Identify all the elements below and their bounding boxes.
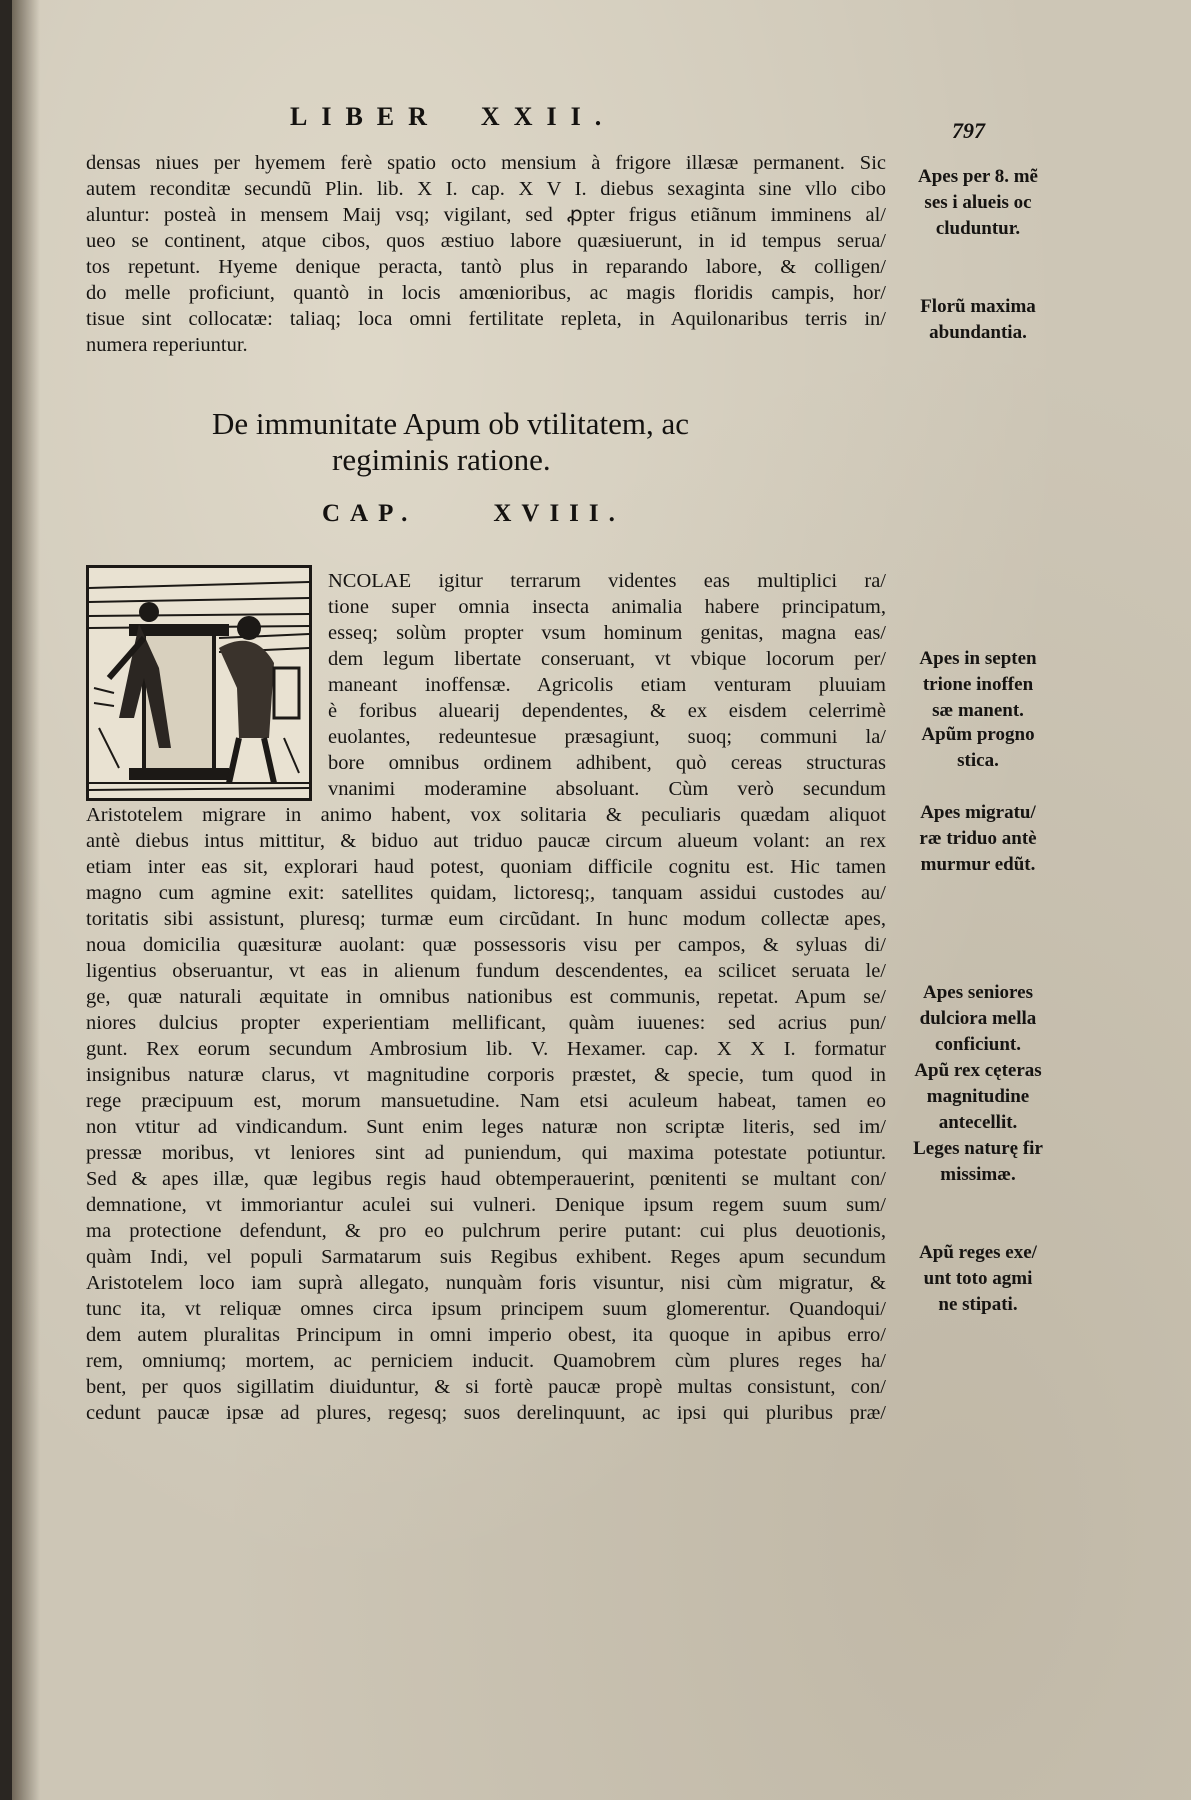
text-line: Aristotelem loco iam suprà allegato, nunquàm foris visuntur, nisi cùm migratur, &: [86, 1272, 886, 1294]
text-line: cedunt paucæ ipsæ ad plures, regesq; suos derelinquunt, ac ipsi qui pluribus præ/: [86, 1402, 886, 1424]
marginal-note-line: abundantia.: [929, 322, 1027, 343]
running-head-number: XXII.: [480, 102, 616, 131]
text-line: noua domicilia quæsituræ auolant: quæ possessoris visu per campos, & syluas di/: [86, 934, 886, 956]
text-line: euolantes, redeuntesue præsagiunt, suoq; communi la/: [328, 726, 886, 748]
marginal-note-line: Apũm progno: [921, 724, 1035, 745]
text-line: è foribus aluearij dependentes, & ex eisdem celerrimè: [328, 700, 886, 722]
chapter-number: [322, 500, 625, 528]
page-number: 797: [952, 118, 985, 143]
text-line: ueo se continent, atque cibos, quos æstiuo labore quæsiuerunt, in id tempus serua/: [86, 230, 886, 252]
marginal-note: [898, 800, 1058, 878]
text-line: ligentius obseruantur, vt eas in alienum fundum descendentes, ea scilicet seruata le/: [86, 960, 886, 982]
text-line: tos repetunt. Hyeme denique peracta, tantò plus in reparando labore, & colligen/: [86, 256, 886, 278]
chapter-title: De immunitate Apum ob vtilitatem, ac: [212, 406, 689, 441]
marginal-note-line: Apes migratu/: [920, 802, 1036, 823]
text-line: do melle proficiunt, quantò in locis amœnioribus, ac magis floridis campis, hor/: [86, 282, 886, 304]
marginal-note: [898, 164, 1058, 242]
text-line: tione super omnia insecta animalia habere principatum,: [328, 596, 886, 618]
text-line: quàm Indi, vel populi Sarmatarum suis Regibus exhibent. Reges apum secundum: [86, 1246, 886, 1268]
text-line: tunc ita, vt reliquæ omnes circa ipsum principem suum glomerentur. Quandoqui/: [86, 1298, 886, 1320]
text-line: non vtitur ad vindicandum. Sunt enim leges naturæ non scriptæ literis, sed im/: [86, 1116, 886, 1138]
marginal-note-line: Apũ reges exe/: [919, 1242, 1037, 1263]
text-line: densas niues per hyemem ferè spatio octo mensium à frigore illæsæ permanent. Sic: [86, 152, 886, 174]
chapter-title-continued: regiminis ratione.: [332, 442, 551, 477]
marginal-note-line: Apes in septen: [919, 648, 1037, 669]
running-head: [290, 102, 655, 132]
text-line: toritatis sibi assistunt, pluresq; turmæ eum circũdant. In hunc modum collectæ apes,: [86, 908, 886, 930]
text-line: niores dulcius propter experientiam mellificant, quàm iuuenes: sed acrius pun/: [86, 1012, 886, 1034]
text-line: maneant inoffensæ. Agricolis etiam venturam pluuiam: [328, 674, 886, 696]
marginal-note-line: ne stipati.: [938, 1294, 1018, 1315]
text-line: vnanimi moderamine absoluant. Cùm verò secundum: [328, 778, 886, 800]
marginal-note: [898, 646, 1058, 724]
text-line: aluntur: posteà in mensem Maij vsq; vigilant, sed ꝓpter frigus etiãnum imminens al/: [86, 204, 886, 226]
marginal-note-line: Apes seniores: [923, 982, 1033, 1003]
running-head-label: LIBER: [290, 102, 441, 131]
marginal-note: [898, 722, 1058, 774]
text-line: insignibus naturæ clarus, vt magnitudine corporis præstet, & specie, tum quod in: [86, 1064, 886, 1086]
text-line: magno cum agmine exit: satellites quidam, lictoresq;, tanquam assidui custodes au/: [86, 882, 886, 904]
marginal-note-line: antecellit.: [938, 1112, 1018, 1133]
marginal-note-line: magnitudine: [926, 1086, 1030, 1107]
text-line: NCOLAE igitur terrarum videntes eas multiplici ra/: [328, 570, 886, 592]
text-line: esseq; solùm propter vsum hominum genitas, magna eas/: [328, 622, 886, 644]
marginal-note: [898, 980, 1058, 1058]
marginal-note-line: dulciora mella: [919, 1008, 1037, 1029]
marginal-note-line: cluduntur.: [935, 218, 1021, 239]
text-line: demnatione, vt immoriantur aculei sui vulneri. Denique ipsum regem suum sum/: [86, 1194, 886, 1216]
marginal-note-line: ræ triduo antè: [919, 828, 1037, 849]
marginal-note: [898, 1058, 1058, 1136]
marginal-note-line: unt toto agmi: [923, 1268, 1033, 1289]
marginal-note-line: sæ manent.: [932, 700, 1024, 721]
marginal-note: [898, 1240, 1058, 1318]
marginal-note-line: conficiunt.: [934, 1034, 1022, 1055]
marginal-note: [898, 1136, 1058, 1188]
marginal-note-line: ses i alueis oc: [924, 192, 1032, 213]
text-line: bore omnibus ordinem adhibent, quò cereas structuras: [328, 752, 886, 774]
text-line: ge, quæ naturali æquitate in omnibus nationibus est communis, repetat. Apum se/: [86, 986, 886, 1008]
text-line: bent, per quos sigillatim diuiduntur, & si fortè paucæ propè multas consistunt, con/: [86, 1376, 886, 1398]
text-line: ma protectione defendunt, & pro eo pulchrum perire putant: cui plus deuotionis,: [86, 1220, 886, 1242]
marginal-note-line: Florũ maxima: [920, 296, 1036, 317]
marginal-note-line: murmur edũt.: [920, 854, 1036, 875]
marginal-note-line: Apũ rex cęteras: [914, 1060, 1042, 1081]
text-line: dem autem pluralitas Principum in omni imperio obest, ita quoque in apibus erro/: [86, 1324, 886, 1346]
woodcut-initial-illustration: [86, 565, 312, 801]
text-line: rem, omniumq; mortem, ac perniciem inducit. Quamobrem cùm plures reges ha/: [86, 1350, 886, 1372]
cap-number: XVIII.: [493, 500, 625, 527]
marginal-note-line: Leges naturę fir: [913, 1138, 1043, 1159]
text-line: antè diebus intus mittitur, & biduo aut triduo paucæ circum alueum volant: an rex: [86, 830, 886, 852]
text-line: rege præcipuum est, morum mansuetudine. Nam etsi aculeum habeat, tamen eo: [86, 1090, 886, 1112]
text-line: gunt. Rex eorum secundum Ambrosium lib. V. Hexamer. cap. X X I. formatur: [86, 1038, 886, 1060]
marginal-note-line: trione inoffen: [922, 674, 1034, 695]
text-line: dem legum libertate conseruant, vt vbique locorum per/: [328, 648, 886, 670]
text-line: pressæ moribus, vt leniores sint ad puniendum, qui maxima potestate potiuntur.: [86, 1142, 886, 1164]
text-line: etiam inter eas sit, explorari haud potest, quoniam difficile cognitu est. Hic tamen: [86, 856, 886, 878]
text-line: Aristotelem migrare in animo habent, vox solitaria & peculiaris quædam aliquot: [86, 804, 886, 826]
marginal-note-line: stica.: [957, 750, 999, 771]
marginal-note-line: Apes per 8. mẽ: [918, 166, 1038, 187]
text-line: Sed & apes illæ, quæ legibus regis haud obtemperauerint, pœnitenti se multant con/: [86, 1168, 886, 1190]
text-line: numera reperiuntur.: [86, 334, 248, 356]
cap-label: CAP.: [322, 500, 418, 527]
marginal-note: [898, 294, 1058, 346]
gutter-shadow: [12, 0, 40, 1800]
marginal-note-line: missimæ.: [940, 1164, 1016, 1185]
text-line: tisue sint collocatæ: taliaq; loca omni fertilitate repleta, in Aquilonaribus terris in/: [86, 308, 886, 330]
text-line: autem reconditæ secundũ Plin. lib. X I. cap. X V I. diebus sexaginta sine vllo cibo: [86, 178, 886, 200]
